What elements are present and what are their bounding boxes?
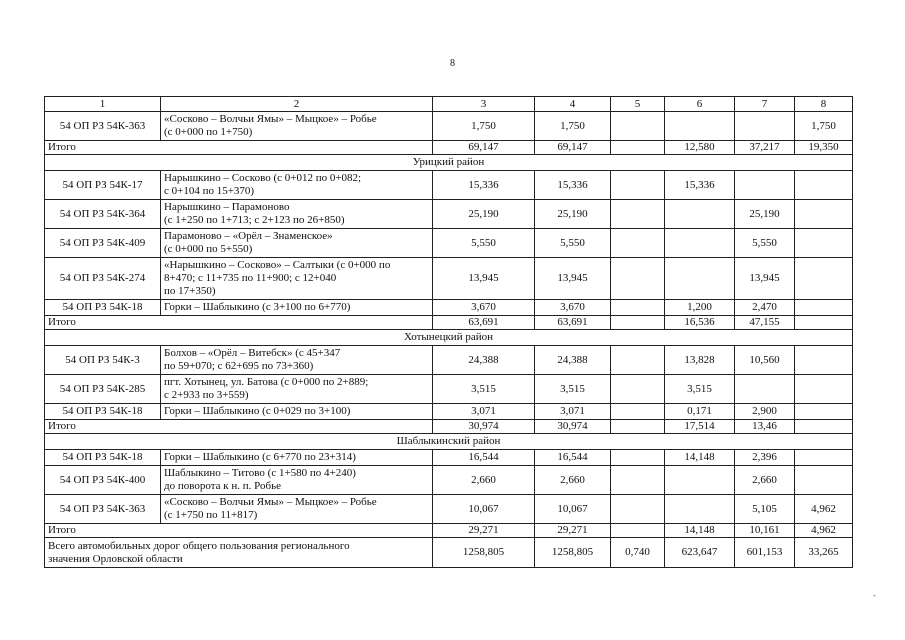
value-cell-c7: 13,945 bbox=[735, 258, 795, 300]
district-row bbox=[45, 434, 853, 450]
value-cell-c5 bbox=[611, 375, 665, 404]
road-name-line: пгт. Хотынец, ул. Батова (с 0+000 по 2+889; bbox=[164, 376, 369, 388]
value-cell-c5 bbox=[611, 200, 665, 229]
value-cell-c6 bbox=[665, 200, 735, 229]
road-name-line: Нарышкино – Парамоново bbox=[164, 201, 290, 213]
column-number-1: 1 bbox=[45, 97, 161, 112]
road-name bbox=[161, 200, 433, 229]
road-row bbox=[45, 229, 853, 258]
road-name-line: Горки – Шаблыкино (с 6+770 по 23+314) bbox=[164, 451, 356, 463]
road-name bbox=[161, 466, 433, 495]
value-cell-c7: 37,217 bbox=[735, 141, 795, 155]
road-row bbox=[45, 450, 853, 466]
value-cell-c7: 25,190 bbox=[735, 200, 795, 229]
grand-total-row bbox=[45, 538, 853, 568]
value-cell-c6: 623,647 bbox=[665, 538, 735, 568]
value-cell-c8: 4,962 bbox=[795, 495, 853, 524]
road-name bbox=[161, 375, 433, 404]
road-code: 54 ОП РЗ 54К-400 bbox=[45, 466, 161, 495]
value-cell-c5 bbox=[611, 404, 665, 420]
value-cell-c6 bbox=[665, 112, 735, 141]
value-cell-c3: 1,750 bbox=[433, 112, 535, 141]
value-cell-c5 bbox=[611, 420, 665, 434]
district-row bbox=[45, 155, 853, 171]
road-code: 54 ОП РЗ 54К-3 bbox=[45, 346, 161, 375]
value-cell-c3: 29,271 bbox=[433, 524, 535, 538]
column-number-2: 2 bbox=[161, 97, 433, 112]
road-name-line: по 59+070; с 62+695 по 73+360) bbox=[164, 360, 314, 372]
value-cell-c5 bbox=[611, 300, 665, 316]
value-cell-c4: 2,660 bbox=[535, 466, 611, 495]
value-cell-c3: 16,544 bbox=[433, 450, 535, 466]
value-cell-c4: 1258,805 bbox=[535, 538, 611, 568]
road-name bbox=[161, 300, 433, 316]
total-row bbox=[45, 524, 853, 538]
value-cell-c3: 1258,805 bbox=[433, 538, 535, 568]
value-cell-c8: 1,750 bbox=[795, 112, 853, 141]
column-number-3: 3 bbox=[433, 97, 535, 112]
value-cell-c7: 2,900 bbox=[735, 404, 795, 420]
road-code: 54 ОП РЗ 54К-285 bbox=[45, 375, 161, 404]
table-body bbox=[45, 97, 853, 568]
value-cell-c3: 24,388 bbox=[433, 346, 535, 375]
road-code: 54 ОП РЗ 54К-409 bbox=[45, 229, 161, 258]
value-cell-c7: 2,470 bbox=[735, 300, 795, 316]
value-cell-c8 bbox=[795, 420, 853, 434]
road-row bbox=[45, 495, 853, 524]
roads-table bbox=[44, 96, 853, 568]
value-cell-c8: 4,962 bbox=[795, 524, 853, 538]
value-cell-c8 bbox=[795, 375, 853, 404]
road-name-line: до поворота к н. п. Робье bbox=[164, 480, 281, 492]
value-cell-c7: 5,105 bbox=[735, 495, 795, 524]
road-name bbox=[161, 112, 433, 141]
road-name-line: с 0+104 по 15+370) bbox=[164, 185, 255, 197]
value-cell-c4: 3,071 bbox=[535, 404, 611, 420]
road-name-line: 8+470; с 11+735 по 11+900; с 12+040 bbox=[164, 272, 337, 284]
value-cell-c3: 13,945 bbox=[433, 258, 535, 300]
road-row bbox=[45, 404, 853, 420]
value-cell-c6 bbox=[665, 495, 735, 524]
road-code: 54 ОП РЗ 54К-18 bbox=[45, 450, 161, 466]
value-cell-c4: 1,750 bbox=[535, 112, 611, 141]
value-cell-c8 bbox=[795, 450, 853, 466]
value-cell-c7: 13,46 bbox=[735, 420, 795, 434]
district-name: Шаблыкинский район bbox=[45, 434, 853, 450]
grand-total-label-line: Всего автомобильных дорог общего пользования регионального bbox=[48, 539, 350, 552]
value-cell-c8 bbox=[795, 316, 853, 330]
value-cell-c8 bbox=[795, 404, 853, 420]
road-code: 54 ОП РЗ 54К-364 bbox=[45, 200, 161, 229]
value-cell-c5 bbox=[611, 112, 665, 141]
total-row bbox=[45, 141, 853, 155]
value-cell-c5 bbox=[611, 171, 665, 200]
value-cell-c4: 16,544 bbox=[535, 450, 611, 466]
value-cell-c8: 33,265 bbox=[795, 538, 853, 568]
value-cell-c3: 3,670 bbox=[433, 300, 535, 316]
road-name-line: (с 1+750 по 11+817) bbox=[164, 509, 258, 521]
value-cell-c3: 5,550 bbox=[433, 229, 535, 258]
value-cell-c5 bbox=[611, 495, 665, 524]
road-name-line: Нарышкино – Сосково (с 0+012 по 0+082; bbox=[164, 172, 362, 184]
value-cell-c3: 69,147 bbox=[433, 141, 535, 155]
value-cell-c8 bbox=[795, 346, 853, 375]
column-number-6: 6 bbox=[665, 97, 735, 112]
value-cell-c6: 17,514 bbox=[665, 420, 735, 434]
road-name bbox=[161, 229, 433, 258]
page-number: 8 bbox=[450, 58, 455, 69]
road-name-line: «Нарышкино – Сосково» – Салтыки (с 0+000 по bbox=[164, 259, 391, 271]
value-cell-c3: 2,660 bbox=[433, 466, 535, 495]
road-row bbox=[45, 258, 853, 300]
value-cell-c6: 14,148 bbox=[665, 524, 735, 538]
value-cell-c5 bbox=[611, 466, 665, 495]
value-cell-c6: 15,336 bbox=[665, 171, 735, 200]
value-cell-c3: 3,515 bbox=[433, 375, 535, 404]
value-cell-c5 bbox=[611, 141, 665, 155]
value-cell-c4: 3,670 bbox=[535, 300, 611, 316]
road-code: 54 ОП РЗ 54К-363 bbox=[45, 495, 161, 524]
value-cell-c3: 3,071 bbox=[433, 404, 535, 420]
value-cell-c6: 12,580 bbox=[665, 141, 735, 155]
value-cell-c8 bbox=[795, 300, 853, 316]
road-name-line: «Сосково – Волчьи Ямы» – Мыцкое» – Робье bbox=[164, 113, 377, 125]
value-cell-c3: 63,691 bbox=[433, 316, 535, 330]
grand-total-label bbox=[45, 538, 433, 568]
value-cell-c4: 15,336 bbox=[535, 171, 611, 200]
grand-total-label-line: значения Орловской области bbox=[48, 552, 183, 565]
road-name-line: Парамоново – «Орёл – Знаменское» bbox=[164, 230, 333, 242]
district-row bbox=[45, 330, 853, 346]
road-name bbox=[161, 258, 433, 300]
road-name-line: Болхов – «Орёл – Витебск» (с 45+347 bbox=[164, 347, 341, 359]
value-cell-c7: 47,155 bbox=[735, 316, 795, 330]
value-cell-c3: 25,190 bbox=[433, 200, 535, 229]
value-cell-c4: 63,691 bbox=[535, 316, 611, 330]
column-number-5: 5 bbox=[611, 97, 665, 112]
value-cell-c8: 19,350 bbox=[795, 141, 853, 155]
road-code: 54 ОП РЗ 54К-274 bbox=[45, 258, 161, 300]
road-row bbox=[45, 466, 853, 495]
value-cell-c5 bbox=[611, 346, 665, 375]
column-number-row bbox=[45, 97, 853, 112]
value-cell-c4: 24,388 bbox=[535, 346, 611, 375]
value-cell-c7 bbox=[735, 375, 795, 404]
road-name-line: Горки – Шаблыкино (с 3+100 по 6+770) bbox=[164, 301, 351, 313]
road-name-line: (с 1+250 по 1+713; с 2+123 по 26+850) bbox=[164, 214, 345, 226]
value-cell-c6: 14,148 bbox=[665, 450, 735, 466]
value-cell-c7: 10,560 bbox=[735, 346, 795, 375]
value-cell-c8 bbox=[795, 200, 853, 229]
total-label: Итого bbox=[45, 141, 433, 155]
value-cell-c6 bbox=[665, 258, 735, 300]
total-label: Итого bbox=[45, 524, 433, 538]
total-row bbox=[45, 316, 853, 330]
scan-mark: - bbox=[873, 590, 876, 600]
value-cell-c7: 2,396 bbox=[735, 450, 795, 466]
value-cell-c4: 25,190 bbox=[535, 200, 611, 229]
column-number-8: 8 bbox=[795, 97, 853, 112]
road-name-line: Горки – Шаблыкино (с 0+029 по 3+100) bbox=[164, 405, 351, 417]
value-cell-c4: 29,271 bbox=[535, 524, 611, 538]
road-row bbox=[45, 112, 853, 141]
value-cell-c6: 16,536 bbox=[665, 316, 735, 330]
road-name-line: (с 0+000 по 5+550) bbox=[164, 243, 253, 255]
value-cell-c4: 3,515 bbox=[535, 375, 611, 404]
column-number-4: 4 bbox=[535, 97, 611, 112]
value-cell-c3: 15,336 bbox=[433, 171, 535, 200]
value-cell-c5 bbox=[611, 229, 665, 258]
value-cell-c7: 601,153 bbox=[735, 538, 795, 568]
value-cell-c4: 69,147 bbox=[535, 141, 611, 155]
value-cell-c6 bbox=[665, 229, 735, 258]
district-name: Хотынецкий район bbox=[45, 330, 853, 346]
road-name-line: (с 0+000 по 1+750) bbox=[164, 126, 253, 138]
road-name-line: Шаблыкино – Титово (с 1+580 по 4+240) bbox=[164, 467, 356, 479]
value-cell-c5: 0,740 bbox=[611, 538, 665, 568]
road-row bbox=[45, 171, 853, 200]
road-name bbox=[161, 404, 433, 420]
road-name bbox=[161, 495, 433, 524]
road-code: 54 ОП РЗ 54К-17 bbox=[45, 171, 161, 200]
total-row bbox=[45, 420, 853, 434]
road-name-line: с 2+933 по 3+559) bbox=[164, 389, 249, 401]
value-cell-c3: 30,974 bbox=[433, 420, 535, 434]
value-cell-c7: 10,161 bbox=[735, 524, 795, 538]
value-cell-c8 bbox=[795, 229, 853, 258]
road-name bbox=[161, 346, 433, 375]
road-code: 54 ОП РЗ 54К-18 bbox=[45, 300, 161, 316]
road-row bbox=[45, 375, 853, 404]
road-name bbox=[161, 450, 433, 466]
road-row bbox=[45, 300, 853, 316]
value-cell-c7: 5,550 bbox=[735, 229, 795, 258]
district-name: Урицкий район bbox=[45, 155, 853, 171]
value-cell-c5 bbox=[611, 450, 665, 466]
value-cell-c7 bbox=[735, 171, 795, 200]
value-cell-c5 bbox=[611, 258, 665, 300]
total-label: Итого bbox=[45, 420, 433, 434]
column-number-7: 7 bbox=[735, 97, 795, 112]
value-cell-c8 bbox=[795, 171, 853, 200]
road-row bbox=[45, 346, 853, 375]
value-cell-c6: 0,171 bbox=[665, 404, 735, 420]
value-cell-c4: 5,550 bbox=[535, 229, 611, 258]
value-cell-c8 bbox=[795, 466, 853, 495]
value-cell-c6: 13,828 bbox=[665, 346, 735, 375]
value-cell-c3: 10,067 bbox=[433, 495, 535, 524]
value-cell-c5 bbox=[611, 316, 665, 330]
road-row bbox=[45, 200, 853, 229]
value-cell-c8 bbox=[795, 258, 853, 300]
total-label: Итого bbox=[45, 316, 433, 330]
road-name bbox=[161, 171, 433, 200]
value-cell-c5 bbox=[611, 524, 665, 538]
value-cell-c4: 30,974 bbox=[535, 420, 611, 434]
value-cell-c7: 2,660 bbox=[735, 466, 795, 495]
value-cell-c6 bbox=[665, 466, 735, 495]
road-name-line: «Сосково – Волчьи Ямы» – Мыцкое» – Робье bbox=[164, 496, 377, 508]
value-cell-c6: 3,515 bbox=[665, 375, 735, 404]
value-cell-c7 bbox=[735, 112, 795, 141]
value-cell-c4: 13,945 bbox=[535, 258, 611, 300]
road-code: 54 ОП РЗ 54К-363 bbox=[45, 112, 161, 141]
value-cell-c6: 1,200 bbox=[665, 300, 735, 316]
road-name-line: по 17+350) bbox=[164, 285, 216, 297]
value-cell-c4: 10,067 bbox=[535, 495, 611, 524]
road-code: 54 ОП РЗ 54К-18 bbox=[45, 404, 161, 420]
